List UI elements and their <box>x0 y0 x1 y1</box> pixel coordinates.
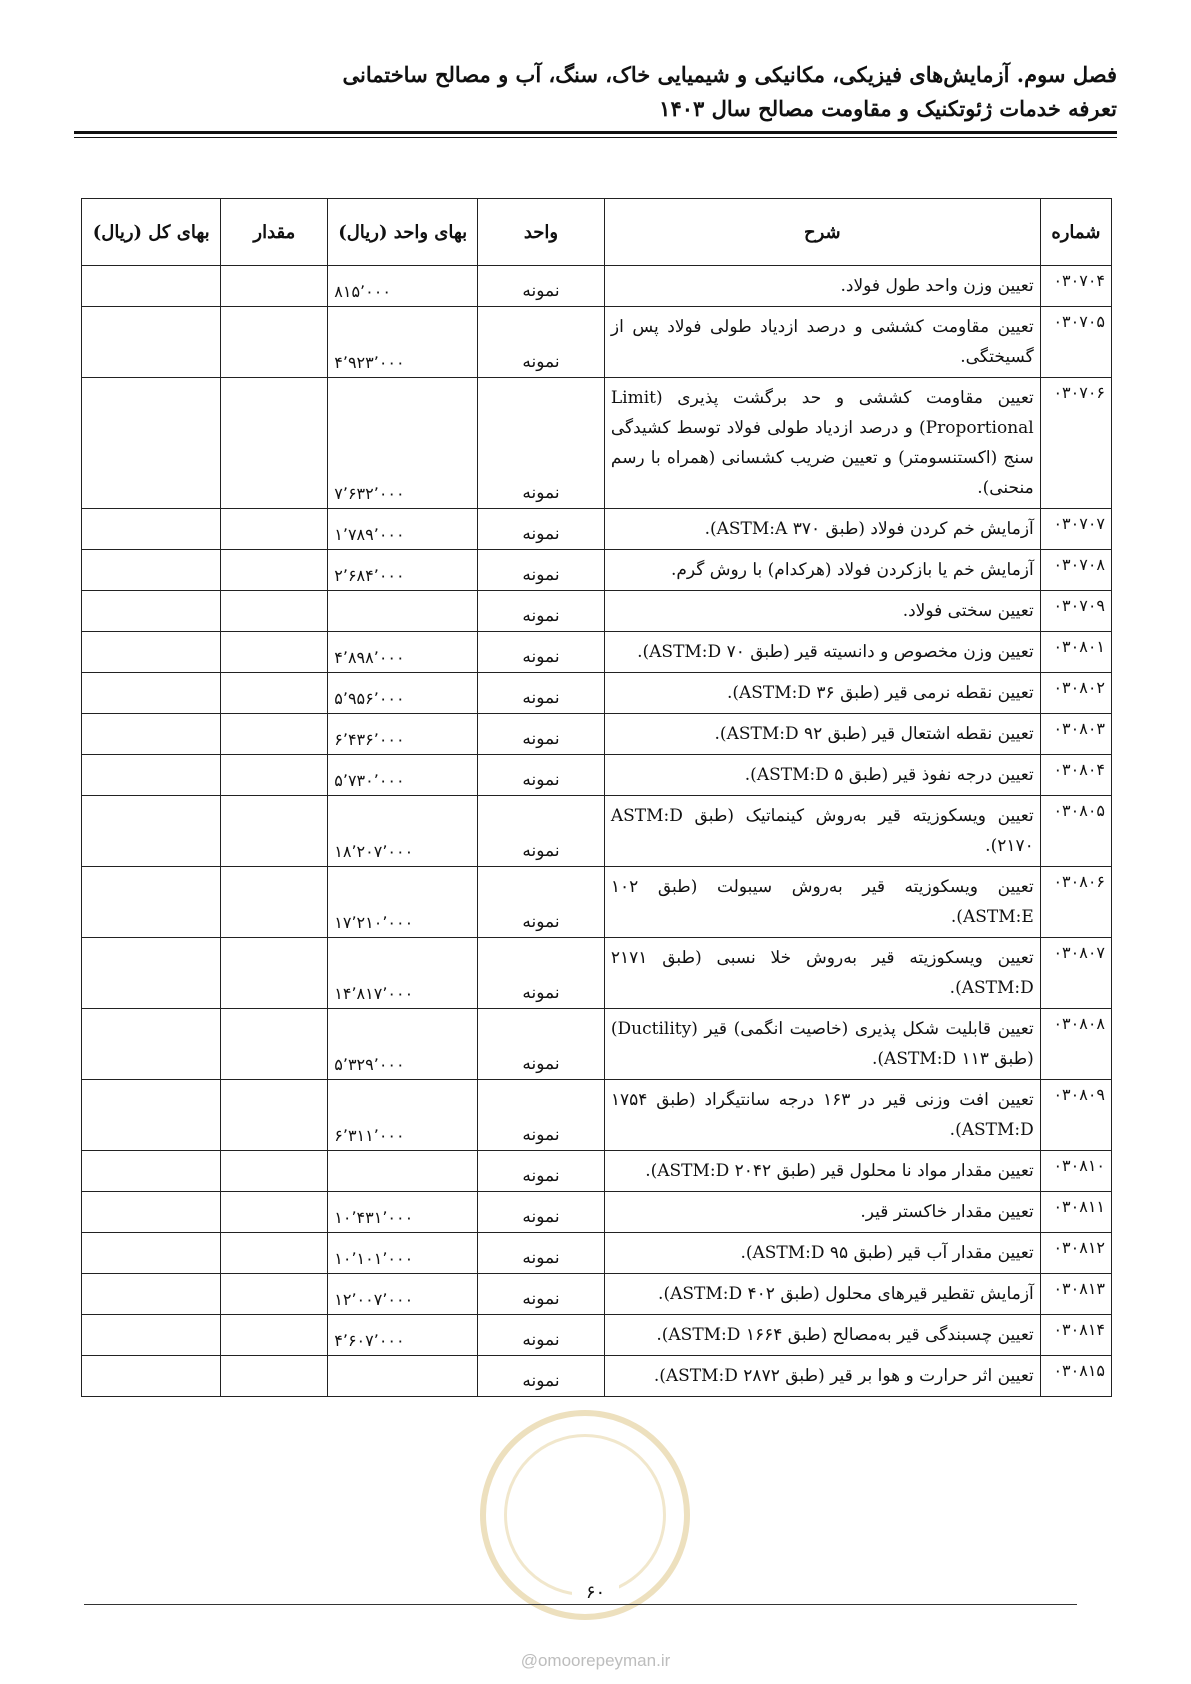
row-unit: نمونه <box>478 1274 605 1315</box>
row-code: ۰۳۰۷۰۴ <box>1040 266 1111 307</box>
row-description: تعیین مقدار مواد نا محلول قیر (طبق ASTM:D ۲۰۴۲). <box>604 1151 1040 1192</box>
row-code: ۰۳۰۸۰۳ <box>1040 714 1111 755</box>
row-unit: نمونه <box>478 550 605 591</box>
row-description: تعیین سختی فولاد. <box>604 591 1040 632</box>
row-code: ۰۳۰۸۰۸ <box>1040 1009 1111 1080</box>
row-code: ۰۳۰۷۰۶ <box>1040 378 1111 509</box>
col-qty-header: مقدار <box>221 199 328 266</box>
row-unit: نمونه <box>478 307 605 378</box>
table-row <box>82 1315 1112 1356</box>
row-code: ۰۳۰۷۰۷ <box>1040 509 1111 550</box>
page-number-text: ۶۰ <box>572 1582 619 1603</box>
row-unit-price: ۴٬۸۹۸٬۰۰۰ <box>328 632 478 673</box>
site-watermark: @omoorepeyman.ir <box>520 1651 671 1670</box>
row-total <box>82 714 221 755</box>
row-qty <box>221 632 328 673</box>
row-code: ۰۳۰۷۰۹ <box>1040 591 1111 632</box>
table-row <box>82 266 1112 307</box>
row-total <box>82 378 221 509</box>
row-total <box>82 938 221 1009</box>
row-unit-price: ۱۰٬۴۳۱٬۰۰۰ <box>328 1192 478 1233</box>
row-description: تعیین ویسکوزیته قیر به‌روش سیبولت (طبق ۱۰۲ ASTM:E). <box>604 867 1040 938</box>
row-qty <box>221 867 328 938</box>
row-description: تعیین نقطه اشتعال قیر (طبق ASTM:D ۹۲). <box>604 714 1040 755</box>
row-qty <box>221 1192 328 1233</box>
row-total <box>82 673 221 714</box>
row-total <box>82 1356 221 1397</box>
row-description: تعیین چسبندگی قیر به‌مصالح (طبق ASTM:D ۱۶۶۴). <box>604 1315 1040 1356</box>
header-rule-thin <box>74 137 1117 138</box>
row-code: ۰۳۰۸۰۲ <box>1040 673 1111 714</box>
row-qty <box>221 714 328 755</box>
row-code: ۰۳۰۸۰۱ <box>1040 632 1111 673</box>
chapter-title: فصل سوم. آزمایش‌های فیزیکی، مکانیکی و شیمیایی خاک، سنگ، آب و مصالح ساختمانی <box>342 62 1117 87</box>
row-description: تعیین درجه نفوذ قیر (طبق ASTM:D ۵). <box>604 755 1040 796</box>
row-unit: نمونه <box>478 509 605 550</box>
col-total-header: بهای کل (ریال) <box>82 199 221 266</box>
row-total <box>82 1151 221 1192</box>
row-total <box>82 632 221 673</box>
row-qty <box>221 1315 328 1356</box>
row-qty <box>221 1009 328 1080</box>
row-total <box>82 796 221 867</box>
row-unit: نمونه <box>478 1151 605 1192</box>
row-unit-price: ۸۱۵٬۰۰۰ <box>328 266 478 307</box>
row-unit: نمونه <box>478 1356 605 1397</box>
footer-rule <box>84 1604 1077 1605</box>
row-description: تعیین مقدار آب قیر (طبق ASTM:D ۹۵). <box>604 1233 1040 1274</box>
row-unit-price: ۵٬۳۲۹٬۰۰۰ <box>328 1009 478 1080</box>
row-description: تعیین ویسکوزیته قیر به‌روش کینماتیک (طبق ASTM:D ۲۱۷۰). <box>604 796 1040 867</box>
row-unit-price: ۵٬۷۳۰٬۰۰۰ <box>328 755 478 796</box>
table-row <box>82 509 1112 550</box>
row-code: ۰۳۰۸۰۶ <box>1040 867 1111 938</box>
row-unit-price: ۶٬۳۱۱٬۰۰۰ <box>328 1080 478 1151</box>
row-unit-price: ۱۷٬۲۱۰٬۰۰۰ <box>328 867 478 938</box>
row-description: تعیین نقطه نرمی قیر (طبق ASTM:D ۳۶). <box>604 673 1040 714</box>
row-unit: نمونه <box>478 673 605 714</box>
row-code: ۰۳۰۸۰۹ <box>1040 1080 1111 1151</box>
row-unit-price <box>328 591 478 632</box>
row-unit: نمونه <box>478 1009 605 1080</box>
row-qty <box>221 591 328 632</box>
row-qty <box>221 307 328 378</box>
row-qty <box>221 509 328 550</box>
row-description: آزمایش خم یا بازکردن فولاد (هرکدام) با روش گرم. <box>604 550 1040 591</box>
row-unit: نمونه <box>478 378 605 509</box>
row-unit-price: ۱۲٬۰۰۷٬۰۰۰ <box>328 1274 478 1315</box>
table-row <box>82 632 1112 673</box>
row-code: ۰۳۰۷۰۸ <box>1040 550 1111 591</box>
row-total <box>82 1274 221 1315</box>
table-row <box>82 673 1112 714</box>
table-row <box>82 867 1112 938</box>
row-description: آزمایش تقطیر قیرهای محلول (طبق ASTM:D ۴۰۲). <box>604 1274 1040 1315</box>
page-number <box>0 1582 1191 1603</box>
table-row <box>82 378 1112 509</box>
row-code: ۰۳۰۸۱۲ <box>1040 1233 1111 1274</box>
table-row <box>82 591 1112 632</box>
table-row <box>82 1192 1112 1233</box>
row-code: ۰۳۰۸۱۳ <box>1040 1274 1111 1315</box>
row-total <box>82 1315 221 1356</box>
row-unit: نمونه <box>478 266 605 307</box>
table-row <box>82 755 1112 796</box>
header-rule-thick <box>74 131 1117 134</box>
row-description: تعیین مقدار خاکستر قیر. <box>604 1192 1040 1233</box>
row-qty <box>221 938 328 1009</box>
row-description: تعیین وزن مخصوص و دانسیته قیر (طبق ASTM:D ۷۰). <box>604 632 1040 673</box>
col-unit-header: واحد <box>478 199 605 266</box>
table-row <box>82 1080 1112 1151</box>
col-desc-header: شرح <box>604 199 1040 266</box>
table-row <box>82 1274 1112 1315</box>
row-code: ۰۳۰۸۱۴ <box>1040 1315 1111 1356</box>
row-code: ۰۳۰۸۱۰ <box>1040 1151 1111 1192</box>
row-total <box>82 867 221 938</box>
row-description: تعیین وزن واحد طول فولاد. <box>604 266 1040 307</box>
row-description: تعیین ویسکوزیته قیر به‌روش خلا نسبی (طبق ۲۱۷۱ ASTM:D). <box>604 938 1040 1009</box>
row-total <box>82 509 221 550</box>
row-unit: نمونه <box>478 796 605 867</box>
row-total <box>82 755 221 796</box>
tariff-title: تعرفه خدمات ژئوتکنیک و مقاومت مصالح سال ۱۴۰۳ <box>659 96 1117 121</box>
row-total <box>82 591 221 632</box>
table-row <box>82 1356 1112 1397</box>
row-description: تعیین اثر حرارت و هوا بر قیر (طبق ASTM:D ۲۸۷۲). <box>604 1356 1040 1397</box>
row-unit-price: ۲٬۶۸۴٬۰۰۰ <box>328 550 478 591</box>
row-code: ۰۳۰۸۰۵ <box>1040 796 1111 867</box>
row-unit: نمونه <box>478 714 605 755</box>
row-qty <box>221 1356 328 1397</box>
row-unit: نمونه <box>478 755 605 796</box>
row-qty <box>221 378 328 509</box>
row-total <box>82 307 221 378</box>
table-row <box>82 1151 1112 1192</box>
row-total <box>82 1080 221 1151</box>
table-row <box>82 938 1112 1009</box>
table-row <box>82 714 1112 755</box>
row-code: ۰۳۰۸۰۴ <box>1040 755 1111 796</box>
row-unit-price: ۱۴٬۸۱۷٬۰۰۰ <box>328 938 478 1009</box>
row-total <box>82 266 221 307</box>
row-unit-price: ۶٬۴۳۶٬۰۰۰ <box>328 714 478 755</box>
tariff-table <box>81 198 1112 1397</box>
row-unit-price: ۱۸٬۲۰۷٬۰۰۰ <box>328 796 478 867</box>
table-row <box>82 307 1112 378</box>
table-row <box>82 796 1112 867</box>
row-total <box>82 550 221 591</box>
row-unit-price <box>328 1356 478 1397</box>
table-row <box>82 1009 1112 1080</box>
row-unit: نمونه <box>478 1233 605 1274</box>
row-unit: نمونه <box>478 867 605 938</box>
row-qty <box>221 755 328 796</box>
row-unit-price <box>328 1151 478 1192</box>
row-qty <box>221 1151 328 1192</box>
row-description: تعیین مقاومت کششی و حد برگشت پذیری (Limit Proportional) و درصد ازدیاد طولی فولاد توسط کشیدگی سنج (اکستنسومتر) و تعیین ضریب کشسانی (همراه با رسم منحنی). <box>604 378 1040 509</box>
row-description: تعیین مقاومت کششی و درصد ازدیاد طولی فولاد پس از گسیختگی. <box>604 307 1040 378</box>
row-unit-price: ۱٬۷۸۹٬۰۰۰ <box>328 509 478 550</box>
row-qty <box>221 1080 328 1151</box>
row-unit: نمونه <box>478 1080 605 1151</box>
row-code: ۰۳۰۸۱۱ <box>1040 1192 1111 1233</box>
row-unit: نمونه <box>478 1315 605 1356</box>
row-unit: نمونه <box>478 1192 605 1233</box>
row-description: تعیین قابلیت شکل پذیری (خاصیت انگمی) قیر (Ductility) (طبق ASTM:D ۱۱۳). <box>604 1009 1040 1080</box>
col-unit-price-header: بهای واحد (ریال) <box>328 199 478 266</box>
page-header <box>74 58 1117 126</box>
row-qty <box>221 1233 328 1274</box>
row-unit: نمونه <box>478 632 605 673</box>
table-row <box>82 1233 1112 1274</box>
row-unit-price: ۱۰٬۱۰۱٬۰۰۰ <box>328 1233 478 1274</box>
col-code-header: شماره <box>1040 199 1111 266</box>
row-total <box>82 1233 221 1274</box>
row-unit-price: ۴٬۶۰۷٬۰۰۰ <box>328 1315 478 1356</box>
row-qty <box>221 796 328 867</box>
row-unit-price: ۴٬۹۲۳٬۰۰۰ <box>328 307 478 378</box>
row-code: ۰۳۰۸۱۵ <box>1040 1356 1111 1397</box>
row-description: تعیین افت وزنی قیر در ۱۶۳ درجه سانتیگراد (طبق ۱۷۵۴ ASTM:D). <box>604 1080 1040 1151</box>
row-description: آزمایش خم کردن فولاد (طبق ASTM:A ۳۷۰). <box>604 509 1040 550</box>
row-unit-price: ۵٬۹۵۶٬۰۰۰ <box>328 673 478 714</box>
row-total <box>82 1192 221 1233</box>
row-total <box>82 1009 221 1080</box>
row-qty <box>221 550 328 591</box>
table-header-row <box>82 199 1112 266</box>
row-unit-price: ۷٬۶۳۲٬۰۰۰ <box>328 378 478 509</box>
row-unit: نمونه <box>478 938 605 1009</box>
table-row <box>82 550 1112 591</box>
row-code: ۰۳۰۷۰۵ <box>1040 307 1111 378</box>
row-qty <box>221 673 328 714</box>
row-unit: نمونه <box>478 591 605 632</box>
row-code: ۰۳۰۸۰۷ <box>1040 938 1111 1009</box>
row-qty <box>221 266 328 307</box>
row-qty <box>221 1274 328 1315</box>
